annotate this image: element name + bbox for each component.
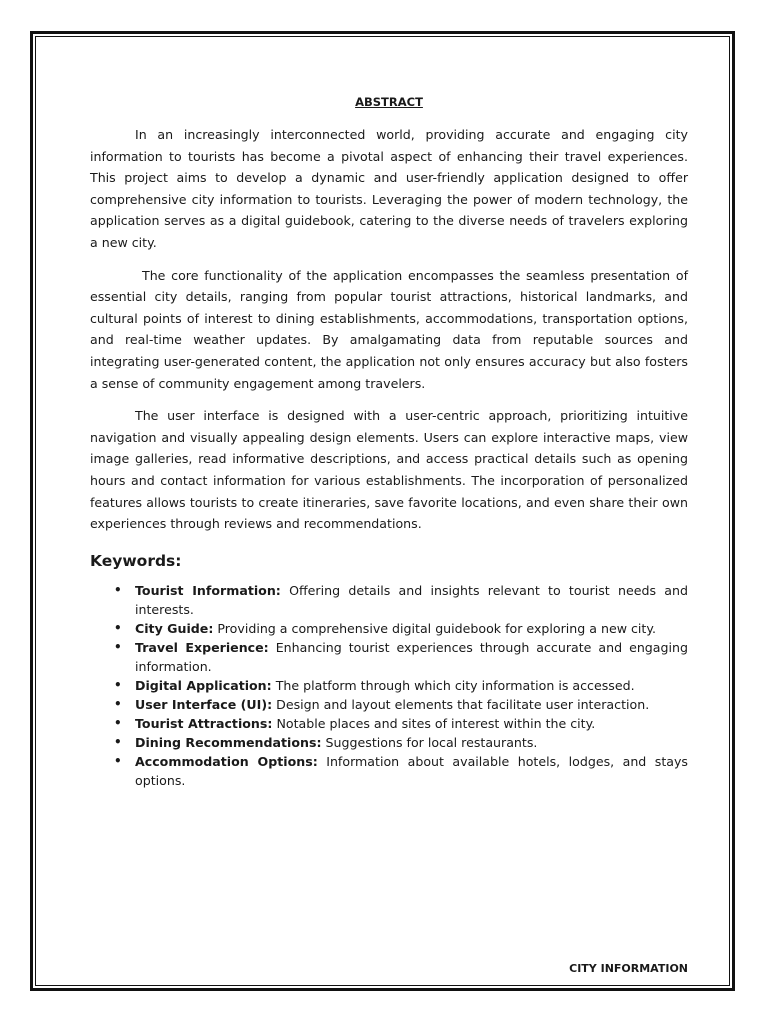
keyword-item — [90, 695, 688, 714]
keyword-item — [90, 733, 688, 752]
keyword-term: City Guide: — [135, 620, 214, 636]
bullet-icon: • — [114, 582, 122, 597]
keyword-description: Notable places and sites of interest within the city. — [276, 715, 596, 731]
keyword-description: Suggestions for local restaurants. — [325, 734, 538, 750]
keyword-item — [90, 581, 688, 619]
keyword-term: Tourist Information: — [135, 582, 281, 598]
keyword-term: Travel Experience: — [135, 639, 269, 655]
keyword-description: Offering details and insights relevant to tourist needs and interests. — [135, 582, 688, 617]
keyword-term: Digital Application: — [135, 677, 272, 693]
document-body — [90, 94, 688, 790]
abstract-paragraph-1: In an increasingly interconnected world, providing accurate and engaging city information to tourists has become a pivotal aspect of enhancing their travel experiences. This project aims to develop a dynamic and user-friendly application designed to offer comprehensive city information to tourists. Leveraging the power of modern technology, the application serves as a digital guidebook, catering to the diverse needs of travelers exploring a new city. — [90, 127, 688, 250]
bullet-icon: • — [114, 639, 122, 654]
keyword-description: Providing a comprehensive digital guidebook for exploring a new city. — [217, 620, 657, 636]
keyword-term: Dining Recommendations: — [135, 734, 322, 750]
abstract-paragraph-2: The core functionality of the application encompasses the seamless presentation of essential city details, ranging from popular tourist attractions, historical landmarks, and cultural points of interest to dining establishments, accommodations, transportation options, and real-time weather updates. By amalgamating data from reputable sources and integrating user-generated content, the application not only ensures accuracy but also fosters a sense of community engagement among travelers. — [90, 267, 688, 391]
bullet-icon: • — [114, 734, 122, 749]
keyword-description: Enhancing tourist experiences through accurate and engaging information. — [135, 639, 688, 674]
bullet-icon: • — [114, 696, 122, 711]
bullet-icon: • — [114, 677, 122, 692]
bullet-icon: • — [114, 715, 122, 730]
keyword-item — [90, 714, 688, 733]
keyword-description: Design and layout elements that facilitate user interaction. — [276, 696, 650, 712]
keyword-item — [90, 619, 688, 638]
keyword-item — [90, 638, 688, 676]
keyword-term: Tourist Attractions: — [135, 715, 273, 731]
document-title: ABSTRACT — [355, 95, 423, 109]
keywords-list — [90, 581, 688, 790]
bullet-icon: • — [114, 620, 122, 635]
keyword-term: User Interface (UI): — [135, 696, 273, 712]
keyword-description: The platform through which city information is accessed. — [275, 677, 635, 693]
keyword-item — [90, 752, 688, 790]
keyword-description: Information about available hotels, lodges, and stays options. — [135, 753, 688, 788]
keywords-heading: Keywords: — [90, 551, 182, 570]
keyword-term: Accommodation Options: — [135, 753, 318, 769]
abstract-paragraph-3: The user interface is designed with a user-centric approach, prioritizing intuitive navigation and visually appealing design elements. Users can explore interactive maps, view image galleries, read informative descriptions, and access practical details such as opening hours and contact information for various establishments. The incorporation of personalized features allows tourists to create itineraries, save favorite locations, and even share their own experiences through reviews and recommendations. — [90, 408, 688, 532]
bullet-icon: • — [114, 753, 122, 768]
keyword-item — [90, 676, 688, 695]
page-footer: CITY INFORMATION — [569, 962, 688, 975]
